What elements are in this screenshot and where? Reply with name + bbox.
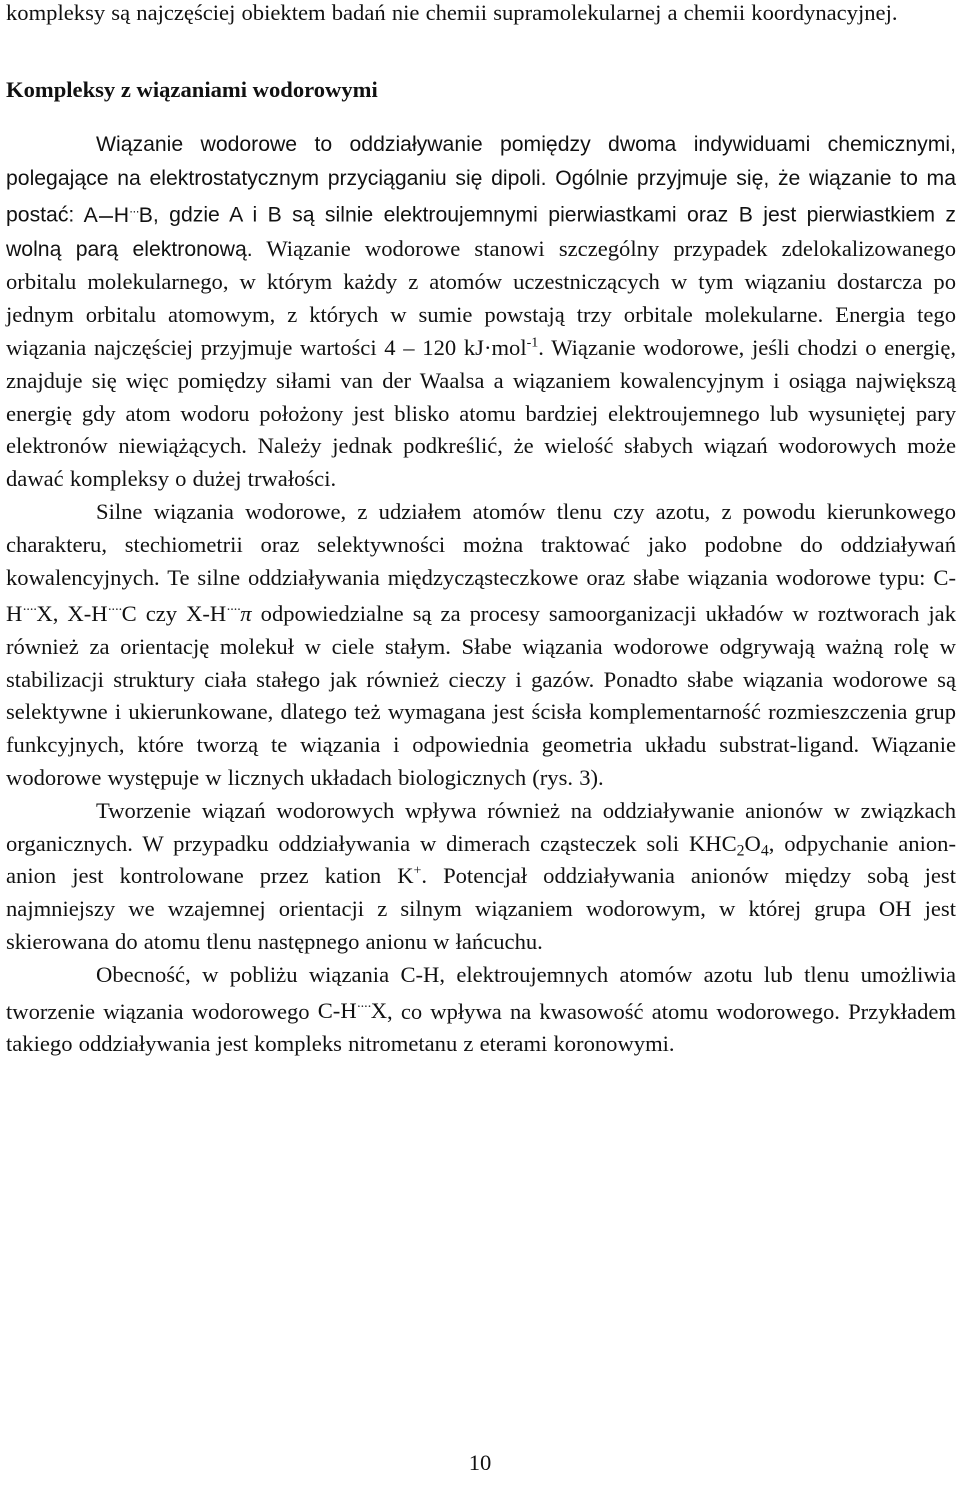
paragraph3-text-a: Tworzenie wiązań wodorowych wpływa również na oddziaływanie anionów w związkach organicznych. W przypadku oddziaływania w dimerach cząsteczek soli <box>6 797 956 856</box>
paragraph3-text-b: , odpychanie anion-anion jest kontrolowane przez kation <box>6 830 956 889</box>
formula-ch-x-2-right: X <box>370 998 388 1024</box>
section-heading: Kompleksy z wiązaniami wodorowymi <box>6 76 378 102</box>
paragraph1-text-b: , gdzie A i B są silnie elektroujemnymi pierwiastkami oraz B jest pierwiastkiem z wolną parą elektronową. <box>6 203 956 261</box>
paragraph1-text-d: . Wiązanie wodorowe, jeśli chodzi o energię, znajduje się więc pomiędzy siłami van der Waalsa a wiązaniem kowalencyjnym i osiąga największą energię gdy atom wodoru położony jest blisko atomu bardziej elektroujemnego lub wysuniętej pary elektronów niewiążących. Należy jednak podkreślić, że wielość słabych wiązań wodorowych może dawać kompleksy o dużej trwałości. <box>6 334 957 492</box>
formula-atom-b: B <box>138 203 153 227</box>
formula-a-h-b <box>84 204 153 227</box>
formula-xh-pi-left: X-H <box>186 601 227 627</box>
paragraph4-text-b: , co wpływa na kwasowość atomu wodorowego. Przykładem takiego oddziaływania jest kompleks nitrometanu z eterami koronowymi. <box>6 998 956 1057</box>
paragraph-strong-weak-hbonds <box>6 496 956 795</box>
formula-khc: KHC <box>688 830 737 856</box>
paragraph1-text-c: Wiązanie wodorowe stanowi szczególny przypadek zdelokalizowanego orbitalu molekularnego, w którym każdy z atomów uczestniczących w tym wiązaniu dostarcza po jednym orbitalu atomowym, z których w sumie powstają trzy orbitale molekularne. Energia tego wiązania najczęściej przyjmuje wartości 4 – 120 kJ·mol <box>6 235 956 360</box>
formula-connector: czy <box>136 601 187 627</box>
formula-xh-c <box>67 601 136 626</box>
formula-separator: , <box>52 601 68 627</box>
intro-sentence: kompleksy są najczęściej obiektem badań nie chemii supramolekularnej a chemii koordynacyjnej. <box>6 0 898 25</box>
formula-k: K <box>397 863 414 889</box>
formula-plus-charge: + <box>413 864 422 880</box>
formula-ch-x-2 <box>318 998 387 1023</box>
formula-atom-a: A <box>83 203 98 227</box>
energy-unit-exponent: -1 <box>526 335 539 351</box>
paragraph2-text-b: odpowiedzialne są za procesy samoorganizacji układów w roztworach jak również za orientację molekuł w ciele stałym. Słabe wiązania wodorowe odgrywają ważną rolę w stabilizacji struktury ciała stałego jak również cieczy i gazów. Ponadto słabe wiązania wodorowe są selektywne i ukierunkowane, dlatego też wymagana jest ścisła komplementarność rozmieszczenia grup funkcyjnych, które tworzą te wiązania i odpowiednia geometria układu substrat-ligand. Wiązanie wodorowe występuje w licznych układach biologicznych (rys. 3). <box>6 601 956 791</box>
formula-hbond-dots: ··· <box>129 203 139 219</box>
formula-subscript-4: 4 <box>760 842 769 860</box>
paragraph-hydrogen-bond-definition <box>6 128 956 496</box>
formula-atom-h: H <box>113 203 130 227</box>
formula-khc2o4 <box>688 830 769 860</box>
formula-xh-pi <box>186 601 252 626</box>
formula-o: O <box>744 830 761 856</box>
paragraph3-text-c: . Potencjał oddziaływania anionów między sobą jest najmniejszy we wzajemnej orientacji z silnym wiązaniem wodorowym, w której grupa OH jest skierowana do atomu tlenu następnego anionu w łańcuchu. <box>6 863 956 955</box>
formula-ch-x-left: C-H <box>6 564 956 627</box>
formula-subscript-2: 2 <box>736 842 745 860</box>
formula-k-cation <box>397 863 421 888</box>
covalent-bond-line <box>98 212 114 222</box>
formula-xh-c-dots: ···· <box>107 602 122 618</box>
formula-xh-pi-dots: ···· <box>226 602 241 618</box>
formula-ch-x-right: X <box>36 601 53 627</box>
formula-ch-x-2-left: C-H <box>317 998 357 1024</box>
paragraph-ch-x-bonds <box>6 959 956 1061</box>
paragraph1-text-a: Wiązanie wodorowe to oddziaływanie pomiędzy dwoma indywiduami chemicznymi, polegające na elektrostatycznym przyciąganiu się dipoli. Ogólnie przyjmuje się, że wiązanie to ma postać: <box>6 132 956 227</box>
formula-ch-x-dots: ···· <box>22 602 37 618</box>
paragraph-anion-interactions <box>6 795 956 959</box>
paragraph4-text-a: Obecność, w pobliżu wiązania C-H, elektroujemnych atomów azotu lub tlenu umożliwia tworzenie wiązania wodorowego <box>6 961 956 1024</box>
formula-ch-x-2-dots: ···· <box>356 999 371 1015</box>
formula-xh-c-left: X-H <box>67 601 108 627</box>
paragraph2-text-a: Silne wiązania wodorowe, z udziałem atomów tlenu czy azotu, z powodu kierunkowego charakteru, stechiometrii oraz selektywności można traktować jako podobne do oddziaływań kowalencyjnych. Te silne oddziaływania międzycząsteczkowe oraz słabe wiązania wodorowe typu: <box>6 498 956 590</box>
formula-pi-symbol: π <box>240 601 252 627</box>
intro-text <box>6 0 956 30</box>
page-number: 10 <box>468 1450 492 1475</box>
formula-xh-c-right: C <box>121 601 137 627</box>
